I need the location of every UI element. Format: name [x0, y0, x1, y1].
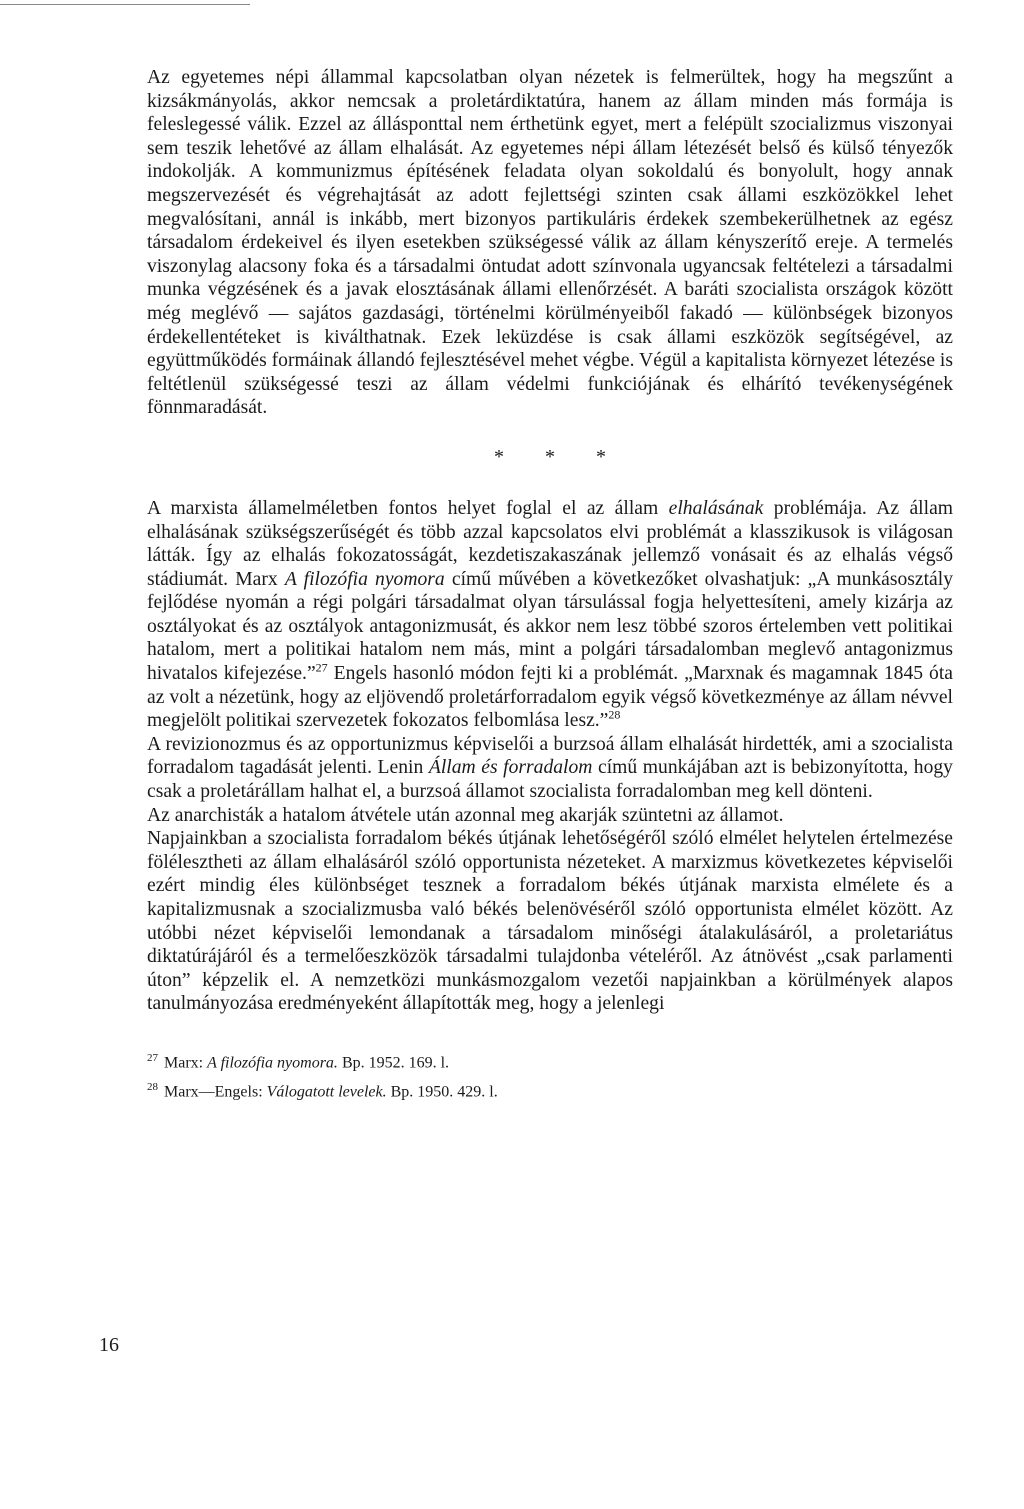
text-span: problémája. Az állam elhalásának szükségszerűségét és több azzal kapcsolatos elvi problémát a klasszikusok is világosan látták. Így az elhalás fokozatosságát, kezdetiszakaszának jellemző vonásait és az elhalás végső stádiumát. Marx	[147, 497, 954, 590]
paragraph-anarchists: Az anarchisták a hatalom átvétele után azonnal meg akarják szüntetni az államot.	[147, 804, 784, 826]
page-number: 16	[99, 1334, 119, 1356]
section-withering-away	[147, 497, 953, 1016]
footnote-text: Marx—Engels:	[164, 1083, 267, 1101]
book-title-text: Állam és forradalom	[428, 757, 593, 779]
text-span: című művében a következőket olvashatjuk: „A munkásosztály fejlődése nyomán a régi polgári társadalmat olyan társulással fogja helyettesíteni, amely kizárja az osztályokat és az osztályok antagonizmusát, és akkor nem lesz többé szoros értelemben vett politikai hatalom, mert a politikai hatalom nem más, mint a polgári társadalomban meglevő antagonizmus hivatalos kifejezése.”	[147, 568, 953, 685]
footnote-ref-27: 27	[315, 660, 328, 675]
footnote-number: 28	[147, 1081, 158, 1094]
paragraph-revisionism	[147, 733, 953, 804]
section-divider-asterisks: * * *	[494, 445, 624, 468]
paragraph-peaceful-path: Napjainkban a szocialista forradalom békés útjának lehetőségéről szóló elmélet helytelen értelmezése fölélesztheti az állam elhalásáról szóló opportunista nézeteket. A marxizmus következetes képviselői ezért mindig éles különbséget tesznek a forradalom békés útjának marxista elmélete és a kapitalizmusnak a szocializmusba való békés belenövéséről szóló opportunista elmélet között. Az utóbbi nézet képviselői lemondanak a társadalom minőségi átalakulásáról, a proletariátus diktatúrájáról és a termelőeszközök társadalmi tulajdonba vételéről. Az átnövést „csak parlamenti úton” képzelik el. A nemzetközi munkásmozgalom vezetői napjainkban a körülmények alapos tanulmányozása eredményeként állapították meg, hogy a jelenlegi	[147, 828, 953, 1015]
footnote-number: 27	[147, 1051, 158, 1064]
text-span: Engels hasonló módon fejti ki a problémát. „Marxnak és magamnak 1845 óta az volt a nézetünk, hogy az eljövendő proletárforradalom egyik végső következménye az állam névvel megjelölt politikai szervezetek fokozatos felbomlása lesz.”	[147, 663, 953, 732]
page-body	[147, 66, 953, 1105]
footnote-text: Bp. 1952. 169. l.	[337, 1054, 450, 1072]
footnote-28	[147, 1075, 953, 1104]
footnote-ref-28: 28	[608, 707, 621, 722]
footnote-title: Válogatott levelek.	[266, 1083, 387, 1101]
text-span: című munkájában azt is bebizonyította, hogy csak a proletárállam halhat el, a burzsoá államot szocialista forradalomban meg kell dönteni.	[147, 757, 953, 803]
footnote-27	[147, 1046, 953, 1075]
footnote-title: A filozófia nyomora.	[207, 1054, 338, 1072]
book-title-text: A filozófia nyomora	[284, 568, 445, 590]
emphasis-text: elhalásának	[668, 497, 764, 519]
footnotes	[147, 1046, 953, 1105]
paragraph-withering-theory	[147, 497, 953, 733]
text-span: A revizionozmus és az opportunizmus képviselői a burzsoá állam elhalását hirdették, ami a szocialista forradalom tagadását jelenti. Lenin	[147, 733, 953, 779]
scan-edge-line	[0, 4, 250, 5]
footnote-text: Bp. 1950. 429. l.	[386, 1083, 498, 1101]
paragraph-state-necessity: Az egyetemes népi állammal kapcsolatban olyan nézetek is felmerültek, hogy ha megszűnt a kizsákmányolás, akkor nemcsak a proletárdiktatúra, hanem az állam minden más formája is feleslegessé válik. Ezzel az állásponttal nem érthetünk egyet, mert a felépült szocializmus viszonyai sem teszik lehetővé az állam elhalását. Az egyetemes népi állam létezését belső és külső tényezők indokolják. A kommunizmus építésének feladata olyan sokoldalú és bonyolult, hogy annak megszervezését és végrehajtását az adott fejlettségi szinten csak állami eszközökkel lehet megvalósítani, annál is inkább, mert bizonyos partikuláris érdekek szembekerülhetnek az egész társadalom érdekeivel és ilyen esetekben szükségessé válik az állam kényszerítő ereje. A termelés viszonylag alacsony foka és a társadalmi öntudat adott színvonala ugyancsak feltételezi a társadalmi munka végzésének és a javak elosztásának állami ellenőrzését. A baráti szocialista országok között még meglévő — sajátos gazdasági, történelmi körülményeiből fakadó — különbségek bizonyos érdekellentéteket is kiválthatnak. Ezek leküzdése is csak állami eszközök segítségével, az együttműködés formáinak állandó fejlesztésével mehet végbe. Végül a kapitalista környezet létezése is feltétlenül szükségessé teszi az állam védelmi funkciójának és elhárító tevékenységének fönnmaradását.	[147, 67, 953, 419]
text-span: A marxista államelméletben fontos helyet foglal el az állam	[147, 497, 669, 519]
footnote-text: Marx:	[164, 1054, 208, 1072]
